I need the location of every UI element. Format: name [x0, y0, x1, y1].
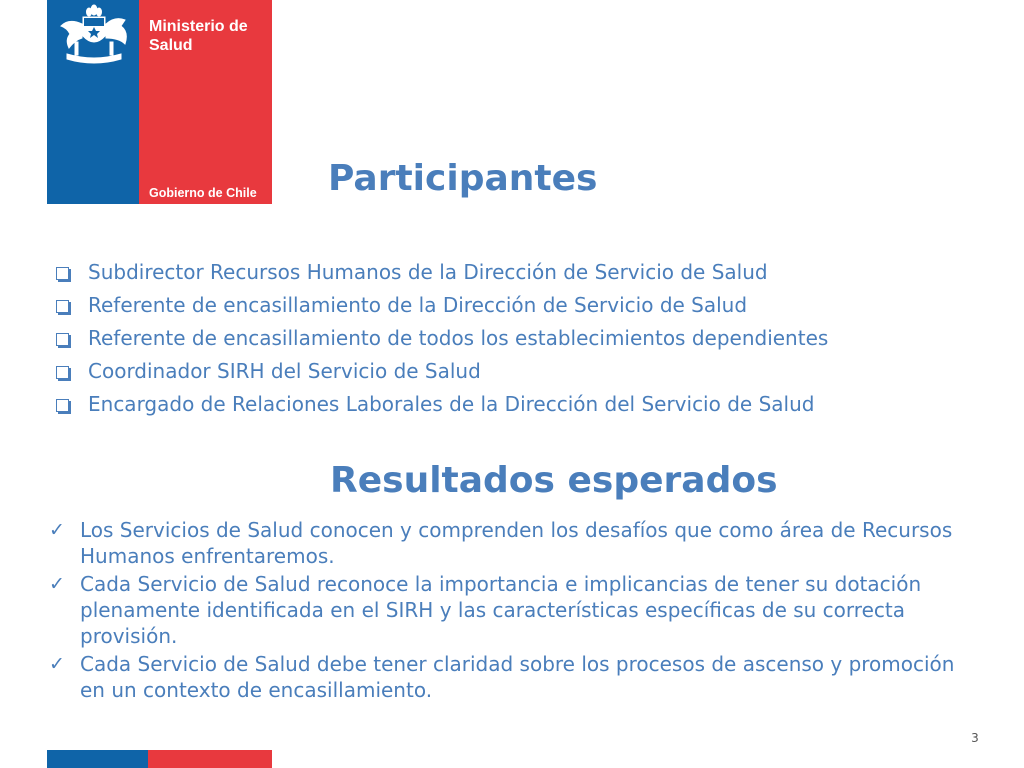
participant-text: Referente de encasillamiento de la Dirección de Servicio de Salud — [88, 293, 748, 317]
coat-of-arms-icon — [55, 4, 133, 68]
footer-blue-segment — [47, 750, 148, 768]
list-item — [56, 256, 828, 289]
list-item — [56, 289, 828, 322]
checkbox-bullet-icon — [56, 333, 69, 346]
list-item — [56, 355, 828, 388]
results-list — [49, 517, 964, 705]
ministry-logo — [47, 0, 272, 204]
checkbox-bullet-icon — [56, 366, 69, 379]
checkbox-bullet-icon — [56, 267, 69, 280]
result-text: Los Servicios de Salud conocen y comprenden los desafíos que como área de Recursos Humanos enfrentaremos. — [80, 518, 953, 568]
page-number: 3 — [971, 731, 979, 745]
participants-title: Participantes — [328, 158, 598, 199]
checkmark-icon: ✓ — [49, 653, 65, 675]
list-item — [49, 651, 964, 703]
footer-flag-bar — [47, 750, 272, 768]
result-text: Cada Servicio de Salud debe tener claridad sobre los procesos de ascenso y promoción en un contexto de encasillamiento. — [80, 652, 955, 702]
participant-text: Subdirector Recursos Humanos de la Dirección de Servicio de Salud — [88, 260, 768, 284]
participant-text: Encargado de Relaciones Laborales de la Dirección del Servicio de Salud — [88, 392, 815, 416]
result-text: Cada Servicio de Salud reconoce la importancia e implicancias de tener su dotación plenamente identificada en el SIRH y las características específicas de su correcta provisión. — [80, 572, 922, 648]
government-name: Gobierno de Chile — [149, 186, 257, 200]
list-item — [56, 322, 828, 355]
participant-text: Referente de encasillamiento de todos los establecimientos dependientes — [88, 326, 829, 350]
checkbox-bullet-icon — [56, 399, 69, 412]
participants-list — [56, 256, 828, 421]
footer-red-segment — [148, 750, 272, 768]
list-item — [49, 571, 964, 649]
ministry-name: Ministerio de Salud — [149, 18, 248, 54]
logo-blue-panel — [47, 0, 139, 204]
checkmark-icon: ✓ — [49, 573, 65, 595]
checkbox-bullet-icon — [56, 300, 69, 313]
list-item — [56, 388, 828, 421]
participant-text: Coordinador SIRH del Servicio de Salud — [88, 359, 481, 383]
checkmark-icon: ✓ — [49, 519, 65, 541]
results-title: Resultados esperados — [330, 460, 778, 501]
list-item — [49, 517, 964, 569]
